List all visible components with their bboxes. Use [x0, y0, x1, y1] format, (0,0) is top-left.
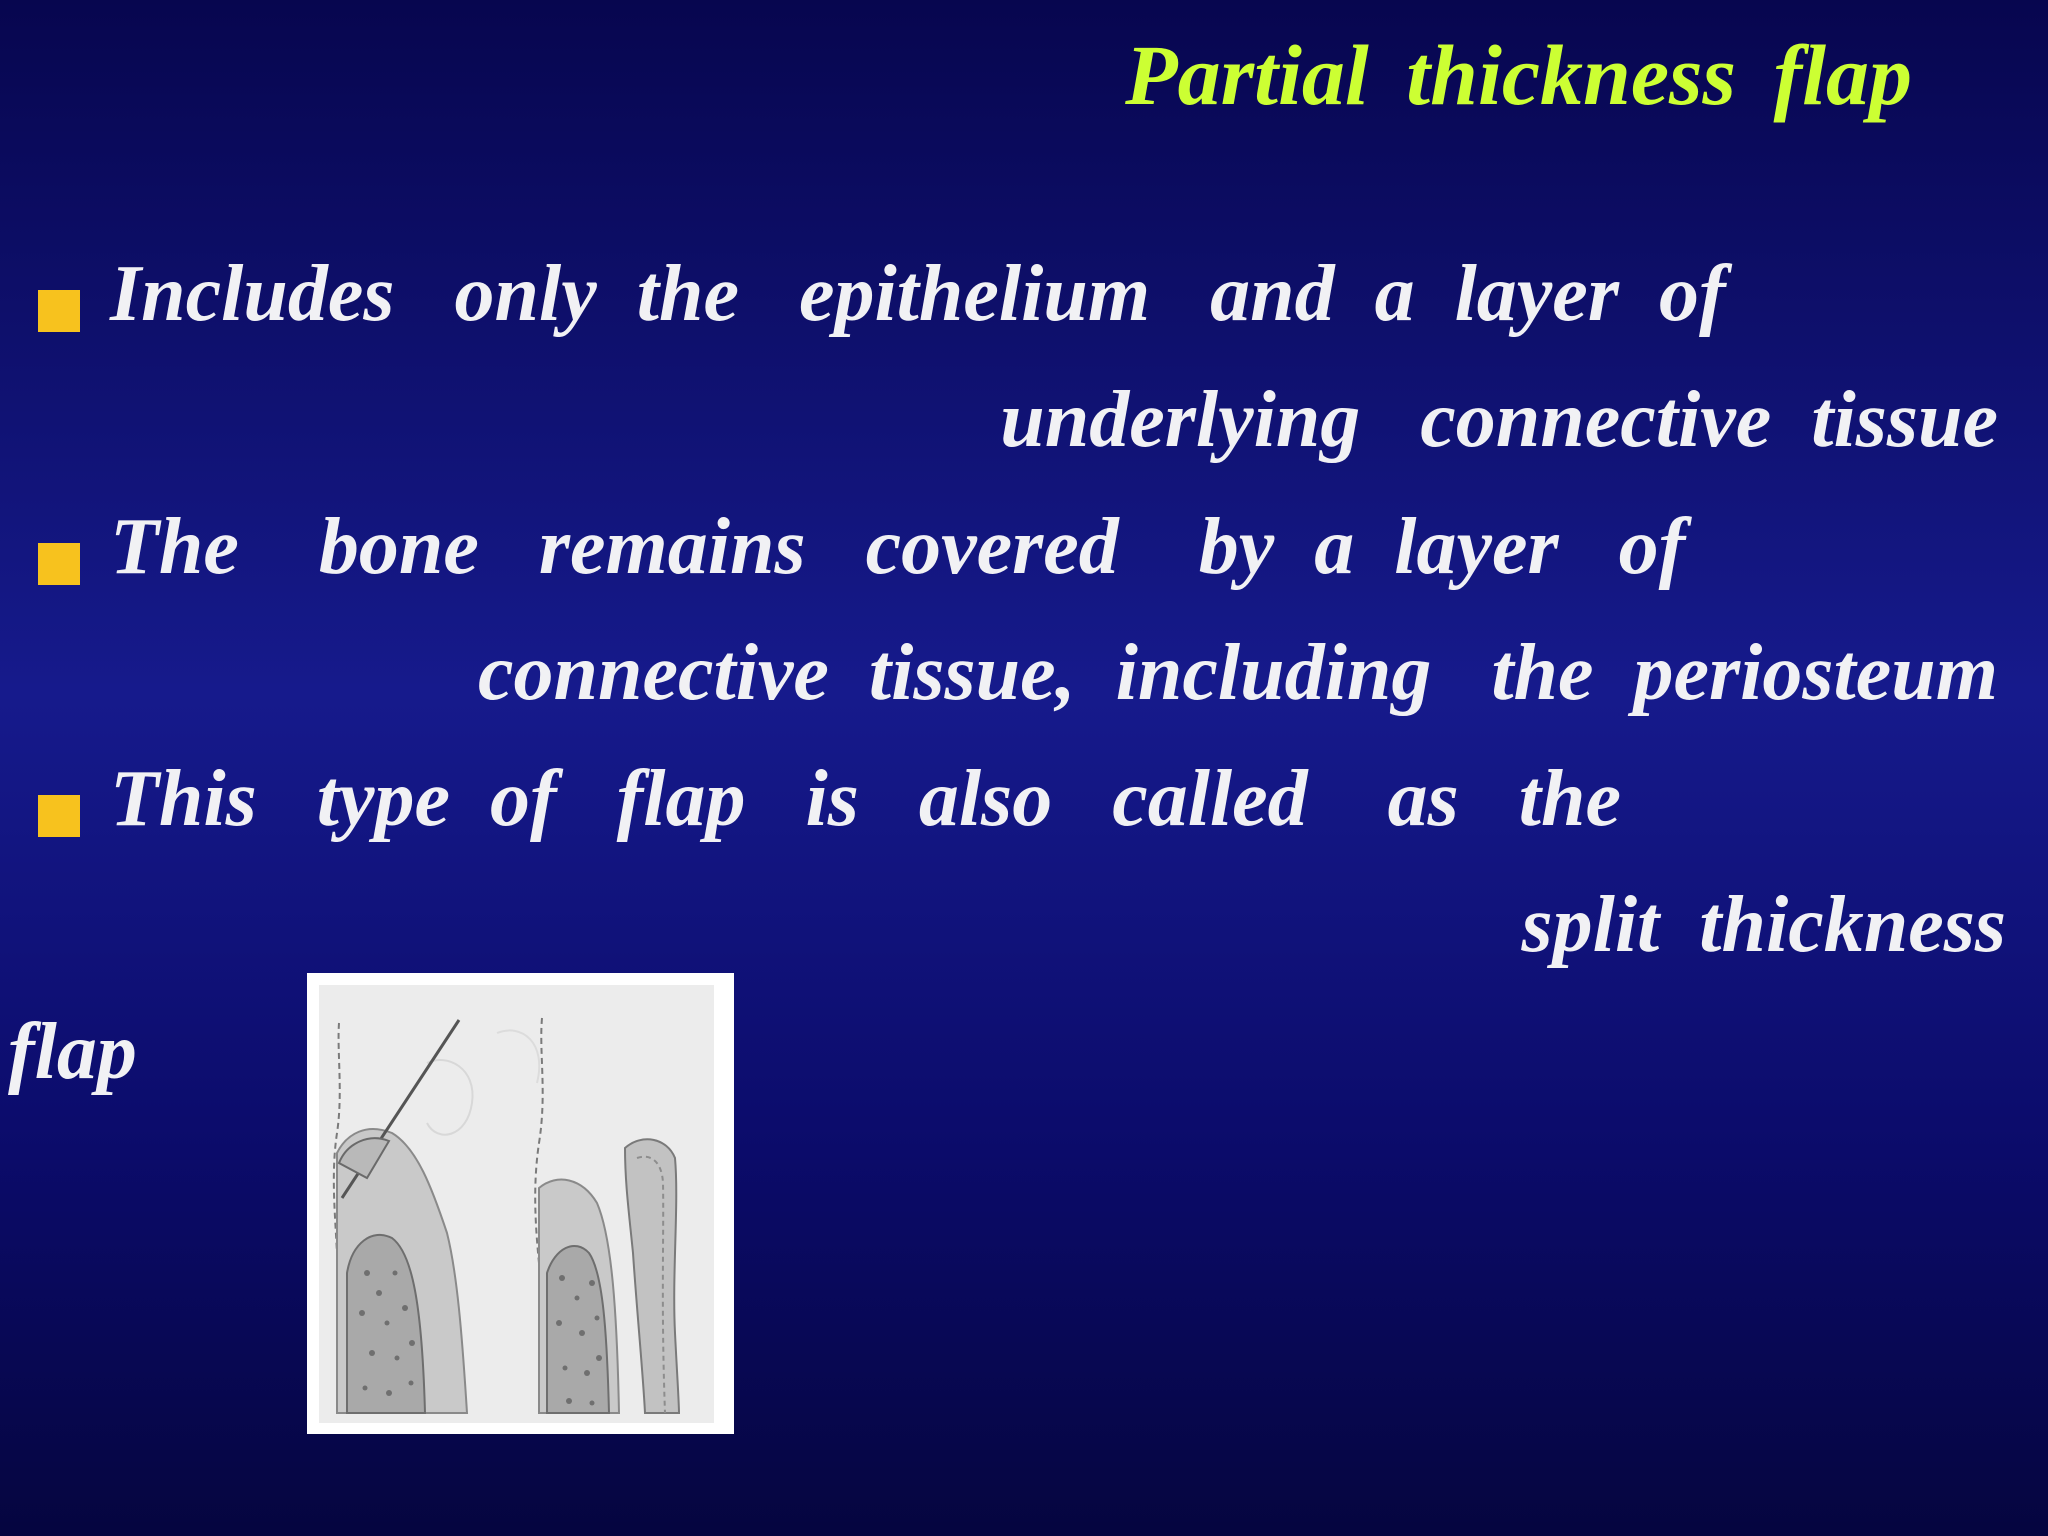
slide-title: Partial thickness flap	[1125, 27, 1912, 123]
bullet-3-line-1: This type of flap is also called as the	[110, 755, 1622, 843]
bullet-2-line-2: connective tissue, including the periosteum	[477, 629, 1998, 717]
bullet-marker-1	[38, 290, 80, 332]
bullet-marker-2	[38, 543, 80, 585]
flap-diagram	[307, 973, 734, 1434]
trailing-word: flap	[8, 1008, 137, 1096]
bullet-1-line-2: underlying connective tissue	[1000, 376, 1998, 464]
bullet-marker-3	[38, 795, 80, 837]
bullet-2-line-1: The bone remains covered by a layer of	[110, 503, 1686, 591]
bullet-3-line-2: split thickness	[1521, 881, 2006, 969]
bullet-1-line-1: Includes only the epithelium and a layer of	[110, 250, 1726, 338]
